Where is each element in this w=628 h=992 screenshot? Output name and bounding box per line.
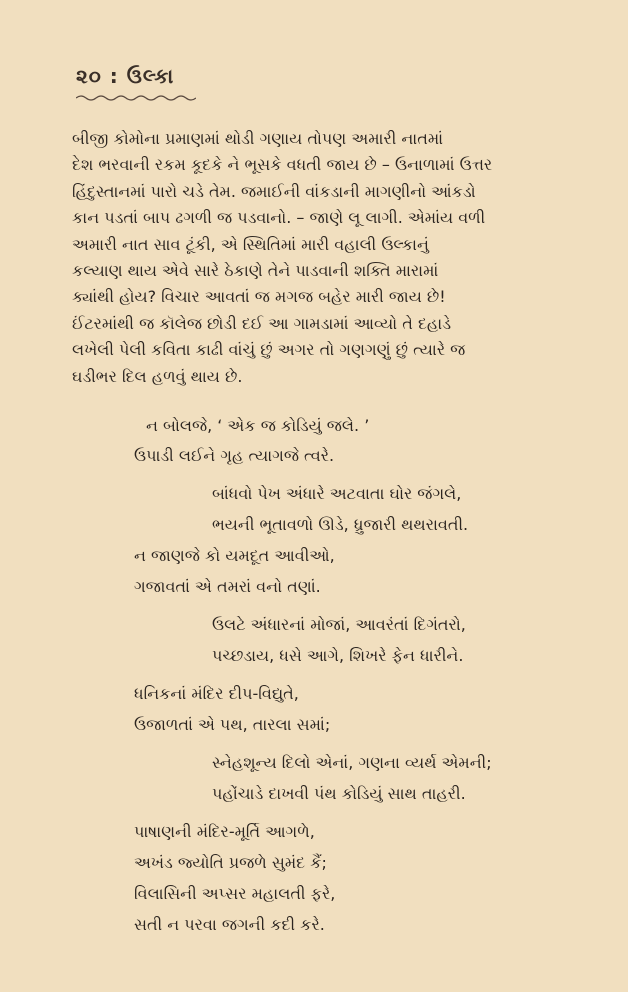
poem-line: ઉલટે અંધારનાં મોજાં, આવરંતાં દિગંતરો, (212, 615, 466, 634)
poem-line: વિલાસિની અપ્સર મહાલતી ફરે, (134, 884, 336, 903)
prose-line: ક્યાંથી હોય? વિચાર આવતાં જ મગજ બહેર મારી જાય છે! (72, 287, 446, 307)
poem-line: પચ્છડાય, ધસે આગે, શિખરે ફેન ધારીને. (212, 646, 464, 665)
prose-line: બીજી કોમોના પ્રમાણમાં થોડી ગણાય તોપણ અમારી નાતમાં (72, 129, 444, 148)
prose-line: અમારી નાત સાવ ટૂંકી, એ સ્થિતિમાં મારી વહાલી ઉલ્કાનું (72, 234, 429, 254)
poem-line: સ્નેહશૂન્ય દિલો એનાં, ગણના વ્યર્થ એમની; (212, 753, 492, 772)
prose-paragraph (72, 126, 572, 390)
poem-line: પહોંચાડે દાખવી પંથ કોડિયું સાથ તાહરી. (212, 784, 466, 803)
poem-line: અખંડ જ્યોતિ પ્રજળે સુમંદ કૈં; (134, 853, 327, 872)
poem-line: બાંધવો પેખ અંધારે અટવાતા ઘોર જંગલે, (212, 484, 462, 503)
poem-line: ભયની ભૂતાવળો ઊડે, ધ્રુજારી થથરાવતી. (212, 515, 469, 534)
running-header (76, 64, 174, 88)
poem-line: ઉપાડી લઈને ગૃહ ત્યાગજે ત્વરે. (134, 446, 335, 465)
header-separator: : (109, 64, 119, 88)
poem-line: ઉજાળતાં એ પથ, તારલા સમાં; (134, 715, 331, 734)
prose-line: લખેલી પેલી કવિતા કાઢી વાંચું છું અગર તો ગણગણું છું ત્યારે જ (72, 340, 466, 360)
wavy-underline (76, 94, 196, 102)
prose-line: કાન પડતાં બાપ ઢગળી જ પડવાનો. – જાણે લૂ લાગી. એમાંય વળી (72, 208, 486, 228)
prose-line: ઈંટરમાંથી જ કૉલેજ છોડી દઈ આ ગામડામાં આવ્યો તે દહાડે (72, 313, 451, 333)
poem-line: ન બોલજે, ‘ એક જ કોડિયું જલે. ’ (146, 416, 370, 435)
prose-line: હિંદુસ્તાનમાં પારો ચડે તેમ. જમાઈની વાંકડાની માગણીનો આંકડો (72, 181, 476, 201)
book-title: ઉલ્કા (126, 64, 175, 88)
poem-line: સતી ન પરવા જગની કદી કરે. (134, 915, 325, 934)
poem-line: ન જાણજે કો યમદૂત આવીઓ, (134, 546, 335, 565)
poem-line: ધનિકનાં મંદિર દીપ-વિદ્યુતે, (134, 684, 299, 703)
prose-line: ઘડીભર દિલ હળવું થાય છે. (72, 366, 243, 386)
page-number: ૨૦ (76, 64, 102, 88)
prose-line: દેશ ભરવાની રકમ કૂદકે ને ભૂસકે વધતી જાય છે – ઉનાળામાં ઉત્તર (72, 155, 493, 175)
poem-line: ગજાવતાં એ તમરાં વનો તણાં. (134, 577, 321, 596)
poem-line: પાષાણની મંદિર-મૂર્તિ આગળે, (134, 822, 315, 841)
prose-line: કલ્યાણ થાય એવે સારે ઠેકાણે તેને પાડવાની શક્તિ મારામાં (72, 260, 439, 280)
